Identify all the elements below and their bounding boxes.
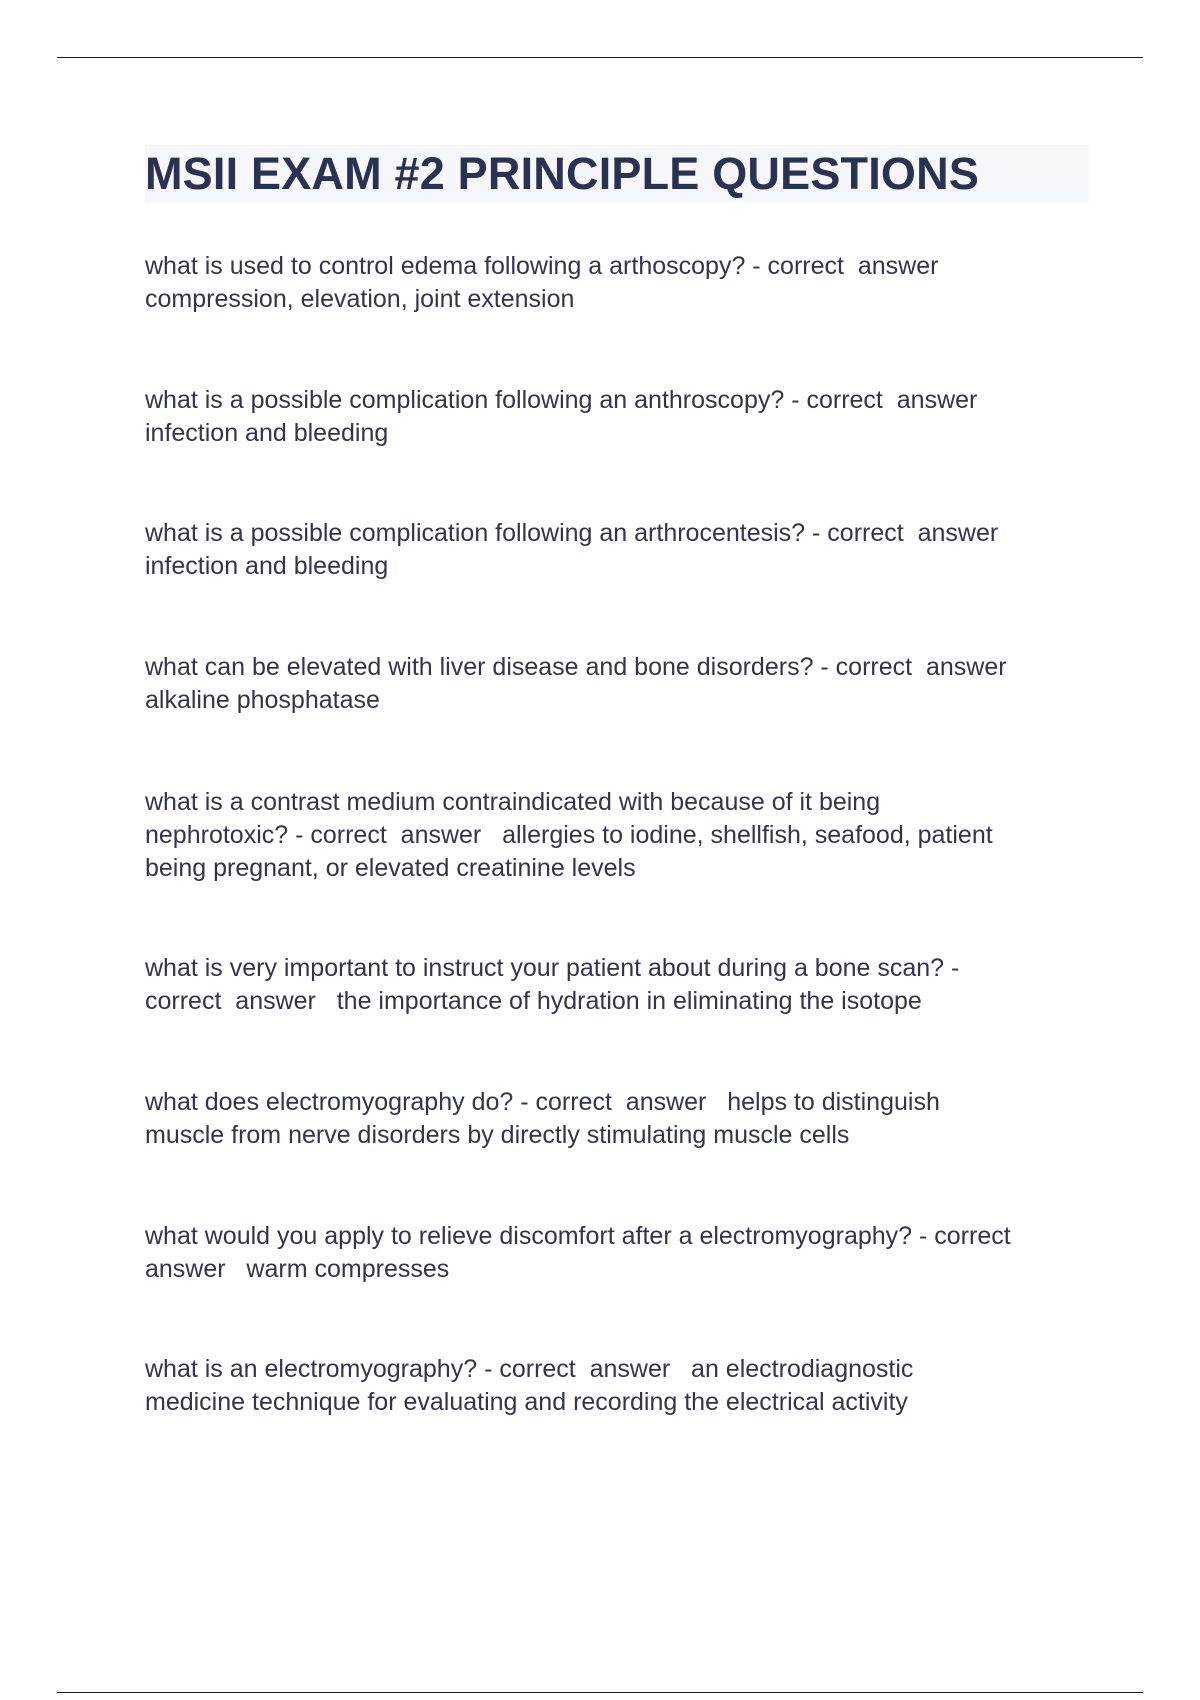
qa-item: what is a contrast medium contraindicated with because of it being nephrotoxic? - correct answer allergies to iodine, shellfish, seafood, patient being pregnant, or elevated creatinine levels bbox=[145, 788, 993, 882]
qa-item: what would you apply to relieve discomfort after a electromyography? - correct answer warm compresses bbox=[145, 1222, 1011, 1283]
qa-item: what is used to control edema following a arthoscopy? - correct answer compression, elevation, joint extension bbox=[145, 252, 939, 313]
top-rule bbox=[57, 57, 1143, 58]
title-block bbox=[145, 145, 1089, 202]
page-title: MSII EXAM #2 PRINCIPLE QUESTIONS bbox=[145, 148, 980, 199]
qa-item: what is a possible complication following an anthroscopy? - correct answer infection and bleeding bbox=[145, 386, 978, 447]
bottom-rule bbox=[57, 1692, 1143, 1693]
qa-item: what can be elevated with liver disease and bone disorders? - correct answer alkaline phosphatase bbox=[145, 653, 1007, 714]
qa-item: what is an electromyography? - correct answer an electrodiagnostic medicine technique for evaluating and recording the electrical activity bbox=[145, 1355, 914, 1416]
qa-item: what does electromyography do? - correct answer helps to distinguish muscle from nerve disorders by directly stimulating muscle cells bbox=[145, 1088, 940, 1149]
qa-item: what is very important to instruct your patient about during a bone scan? - correct answer the importance of hydration in eliminating the isotope bbox=[145, 954, 960, 1015]
qa-item: what is a possible complication following an arthrocentesis? - correct answer infection and bleeding bbox=[145, 519, 999, 580]
